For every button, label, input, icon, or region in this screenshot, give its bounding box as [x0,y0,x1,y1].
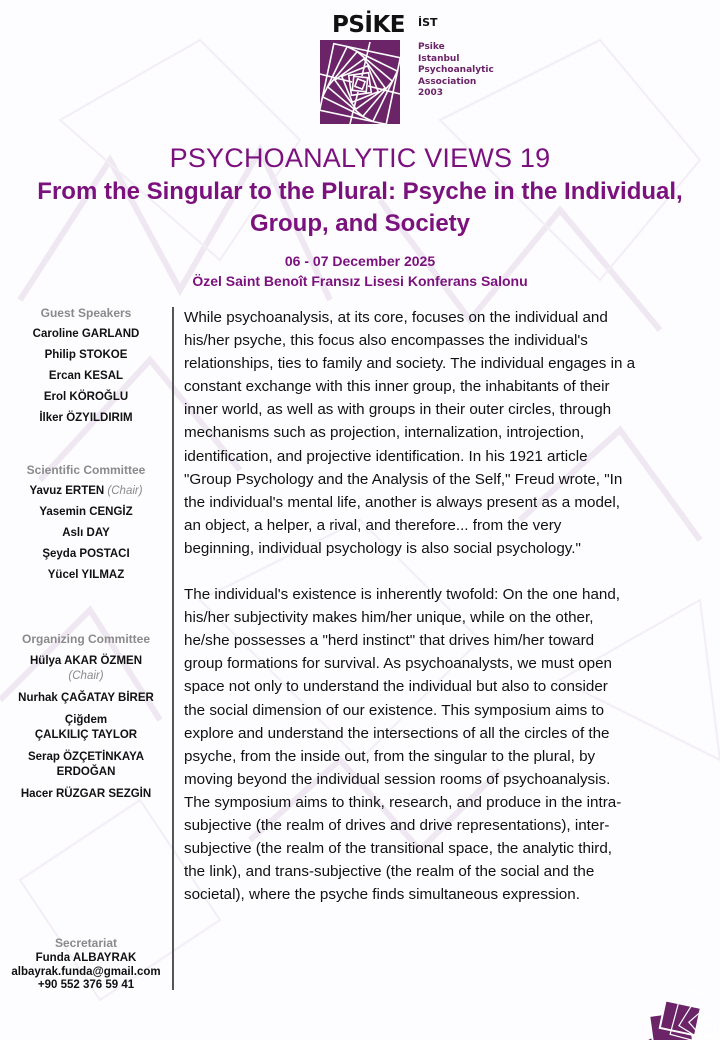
paragraph-1 [184,306,719,560]
organizing-committee-section [0,631,172,802]
text-line: the individual's mental life, another is always present as a model, [184,493,620,511]
event-venue: Özel Saint Benoît Fransız Lisesi Konferans Salonu [192,273,528,289]
scientific-committee-section [0,462,172,583]
text-line: constant exchange with this inner group, the inhabitants of their [184,378,610,396]
text-line: moving beyond the individual session rooms of psychoanalysis. [184,770,611,788]
subtitle-line: Group, and Society [249,210,471,237]
chair-label: (Chair) [107,485,143,497]
logo-line: 2003 [418,88,444,98]
text-line: subjective (the realm of the transitional space, the analytic third, [184,840,613,858]
text-line: relationships, ties to family and society. The individual engages in a [184,355,636,373]
event-subtitle [0,176,720,240]
text-line: the social dimension of our existence. This symposium aims to [184,701,605,719]
secretariat-email[interactable]: albayrak.funda@gmail.com [11,965,161,978]
paragraph-2 [184,583,719,906]
committee-chair [0,484,172,499]
text-line: his/her psyche, this focus also encompasses the individual's [184,332,588,350]
text-line: subjective (the realm of drives and drive representations), inter- [184,816,610,834]
text-line: While psychoanalysis, at its core, focuses on the individual and [184,309,608,326]
text-line: inner world, as well as with groups in their outer circles, through [184,401,612,419]
logo-line: Psike [418,42,445,52]
text-line: explore and understand the intersections of all the circles of the [184,724,610,742]
logo-org-name [418,42,494,100]
secretariat-name: Funda ALBAYRAK [35,952,137,964]
committee-member [0,750,172,780]
logo-line: Association [418,76,477,87]
chair-label: (Chair) [68,670,104,682]
committee-member: Aslı DAY [62,527,110,539]
guest-speakers-section [0,305,172,426]
committee-member: Yücel YILMAZ [47,569,125,581]
section-heading: Scientific Committee [26,463,146,477]
secretariat-section [0,935,172,993]
text-line: societal), where the psyche finds simultaneous expression. [184,886,580,904]
chair-name: Hülya AKAR ÖZMEN [29,655,143,667]
psike-logo [320,8,494,124]
text-line: he/she possesses a "herd instinct" that drives him/her toward [184,632,595,650]
spiral-squares-icon [320,40,400,124]
committee-member: Yasemin CENGİZ [39,506,133,518]
text-line: The individual's existence is inherently twofold: On the one hand, [184,586,621,604]
secretariat-phone[interactable]: +90 552 376 59 41 [37,979,135,991]
member-name-line: Serap ÖZÇETİNKAYA [27,751,145,763]
chair-name: Yavuz ERTEN [29,485,105,497]
text-line: The symposium aims to think, research, and produce in the intra- [184,793,622,811]
text-line: an object, a helper, a rival, and therefore... from the very [184,516,562,534]
speaker-name: İlker ÖZYILDIRIM [39,412,133,424]
event-date: 06 - 07 December 2025 [284,253,436,269]
subtitle-line: From the Singular to the Plural: Psyche in the Individual, [37,178,683,205]
committee-member: Şeyda POSTACI [42,548,130,560]
text-line: group formations for survival. As psychoanalysts, we must open [184,655,612,673]
committee-member: Nurhak ÇAĞATAY BİRER [18,692,154,704]
committee-member [0,713,172,743]
text-line: mechanisms such as projection, internalization, introjection, [184,424,585,442]
section-heading: Organizing Committee [21,632,150,646]
speaker-name: Ercan KESAL [48,370,124,382]
text-line: "Group Psychology and the Analysis of the Self," Freud wrote, "In [184,470,623,488]
text-line: psyche, from the inside out, from the singular to the plural, by [184,747,596,765]
text-line: identification, and projective identification. In his 1921 article [184,447,588,465]
corner-spiral-icon [590,900,720,1040]
section-heading: Secretariat [54,936,118,950]
text-line: space not only to understand the individual but also to consider [184,678,608,696]
committee-member: Hacer RÜZGAR SEZGİN [20,788,152,800]
committee-chair [0,654,172,684]
vertical-divider [172,307,174,990]
event-title: PSYCHOANALYTIC VIEWS 19 [169,143,551,173]
logo-line: Istanbul [418,53,460,64]
speaker-name: Caroline GARLAND [32,328,140,340]
section-heading: Guest Speakers [40,306,132,320]
speaker-name: Philip STOKOE [44,349,128,361]
text-line: beginning, individual psychology is also social psychology." [184,539,581,557]
member-name-line: ERDOĞAN [56,766,116,778]
text-line: his/her subjectivity makes him/her unique, while on the other, [184,609,594,627]
logo-wordmark: PSİKE [332,12,406,38]
text-line: the link), and trans-subjective (the realm of the social and the [184,863,595,881]
speaker-name: Erol KÖROĞLU [43,391,129,403]
member-name-line: Çiğdem [64,714,108,726]
logo-line: Psychoanalytic [418,65,494,75]
logo-suffix: İST [418,16,438,29]
member-name-line: ÇALKILIÇ TAYLOR [34,729,138,741]
description-body [184,306,719,906]
